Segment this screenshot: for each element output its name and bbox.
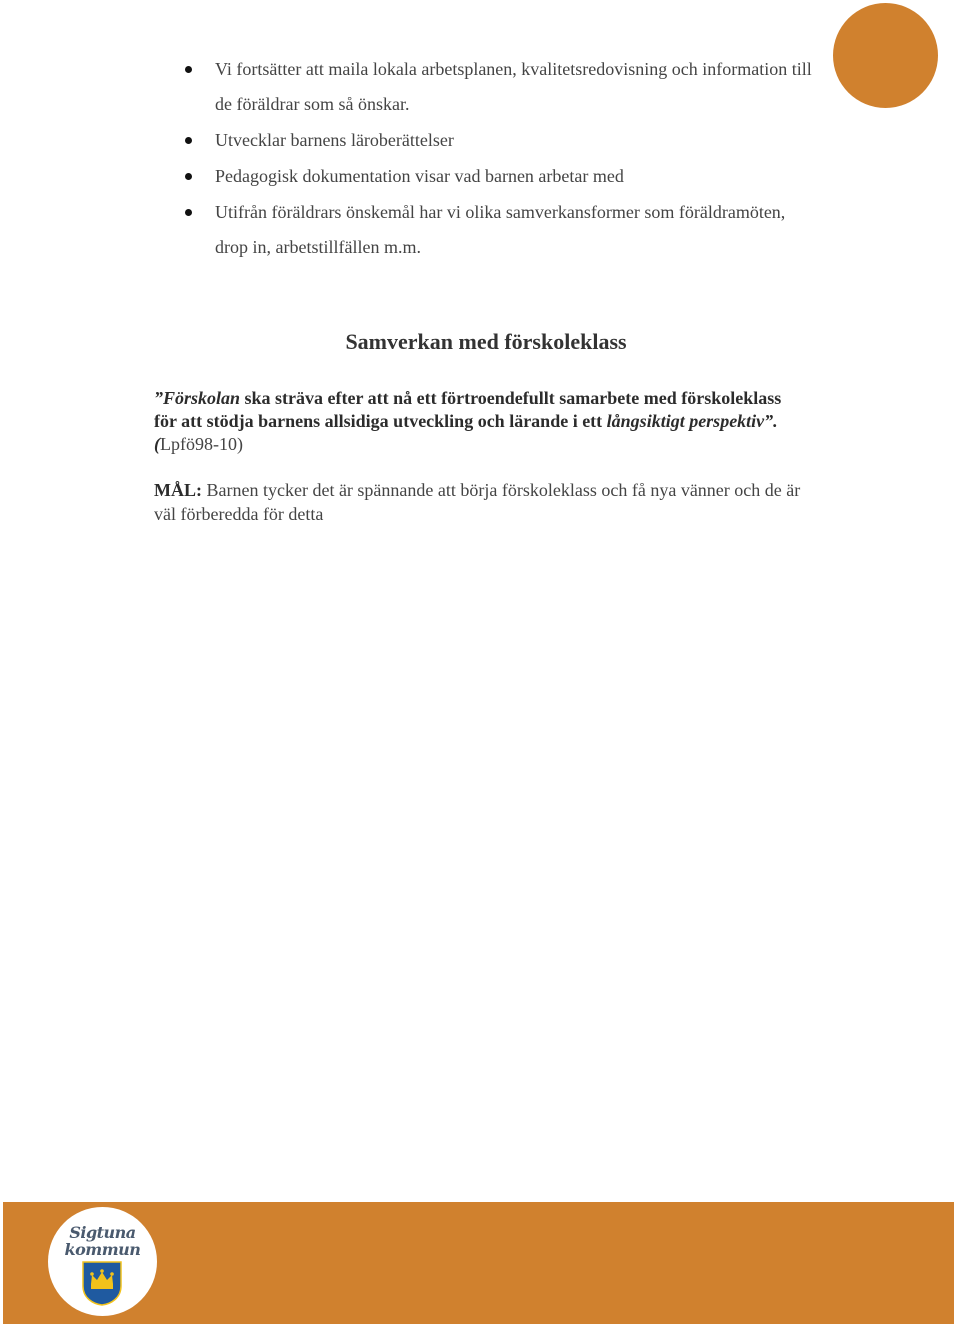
goal-text: Barnen tycker det är spännande att börja förskoleklass och få nya vänner och de är väl förberedda för detta bbox=[154, 480, 801, 524]
municipality-logo bbox=[48, 1207, 157, 1316]
quote-body: ska sträva efter att nå ett förtroendefullt samarbete med förskoleklass för att stödja barnens allsidiga utveckling och lärande i ett bbox=[154, 388, 782, 431]
list-item-text: Vi fortsätter att maila lokala arbetsplanen, kvalitetsredovisning och information till de föräldrar som så önskar. bbox=[215, 59, 812, 114]
bullet-list bbox=[180, 52, 820, 266]
quote-close-mark: ”.( bbox=[154, 411, 778, 454]
crown-shield-icon bbox=[81, 1260, 123, 1306]
logo-text-line2: kommun bbox=[64, 1240, 141, 1259]
goal-paragraph bbox=[154, 479, 814, 526]
quote-open-mark: ” bbox=[154, 388, 163, 408]
list-item bbox=[180, 195, 820, 265]
list-item-text: Utvecklar barnens läroberättelser bbox=[215, 130, 454, 150]
list-item bbox=[180, 123, 820, 158]
quote-italic-tail: långsiktigt perspektiv bbox=[606, 411, 765, 431]
list-item-text: Pedagogisk dokumentation visar vad barnen arbetar med bbox=[215, 166, 624, 186]
list-item bbox=[180, 52, 820, 122]
goal-label: MÅL: bbox=[154, 480, 202, 500]
quote-italic-lead: Förskolan bbox=[163, 388, 241, 408]
logo-text-line1: Sigtuna bbox=[69, 1223, 136, 1242]
curriculum-quote bbox=[154, 387, 794, 456]
corner-decoration-circle bbox=[833, 3, 938, 108]
list-item bbox=[180, 159, 820, 194]
list-item-text: Utifrån föräldrars önskemål har vi olika samverkansformer som föräldramöten, drop in, arbetstillfällen m.m. bbox=[215, 202, 786, 257]
quote-source: Lpfö98-10) bbox=[160, 434, 243, 454]
section-heading: Samverkan med förskoleklass bbox=[345, 329, 627, 354]
